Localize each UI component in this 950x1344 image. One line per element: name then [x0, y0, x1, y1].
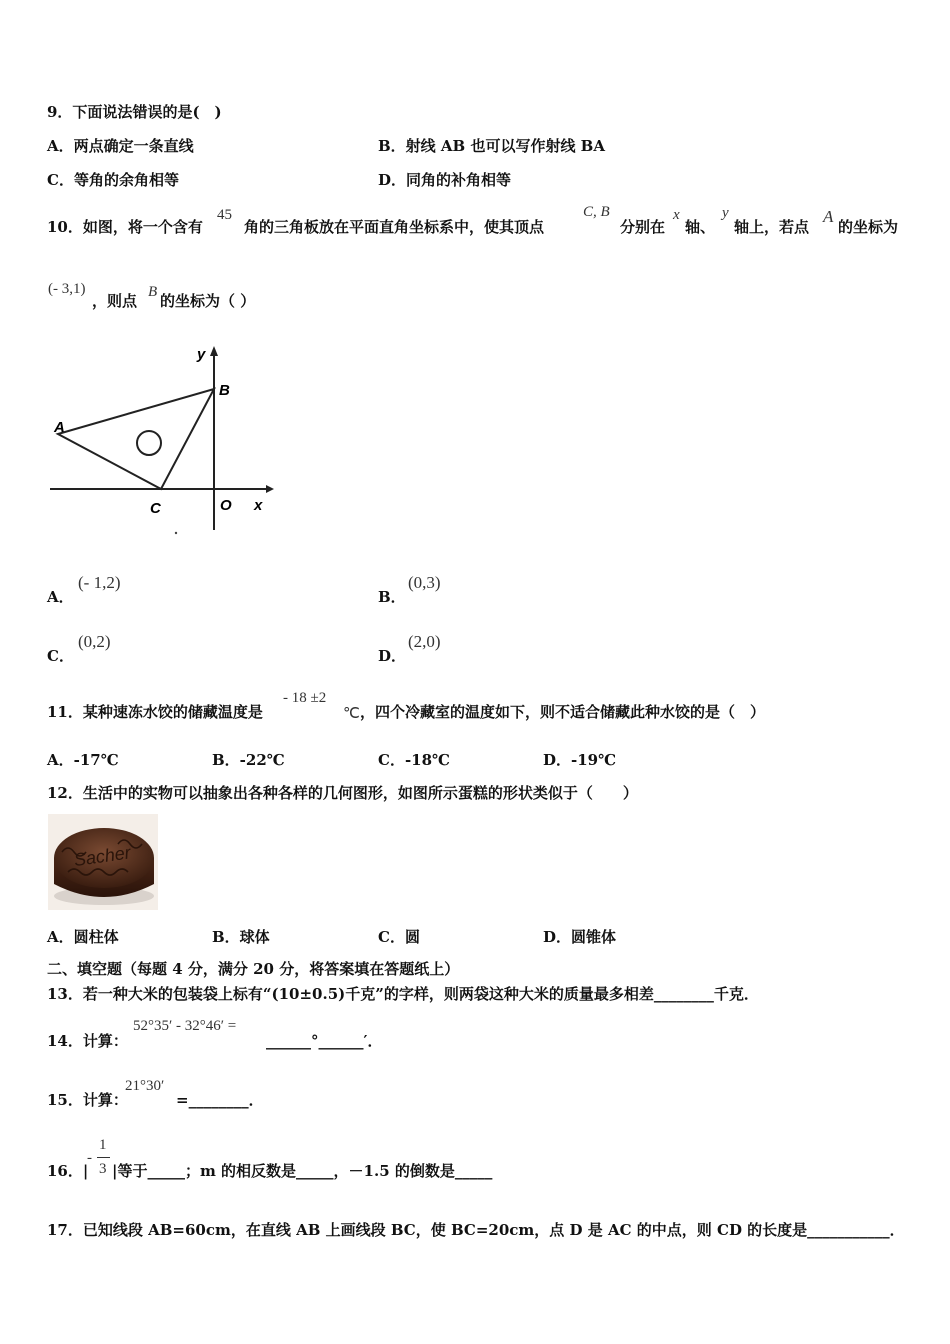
q10-option-c-value: (0,2) [78, 632, 111, 651]
q12-option-d: D．圆锥体 [543, 928, 617, 946]
q11-option-b: B．-22℃ [212, 751, 285, 769]
q10-stem-1: 10．如图，将一个含有 [47, 218, 203, 236]
q10-stem-5: 轴上，若点 [734, 218, 810, 236]
q14-blanks: ______°______′． [266, 1032, 383, 1050]
q10-stem-6: 的坐标为 [838, 218, 899, 236]
q10-stem-2: 角的三角板放在平面直角坐标系中，使其顶点 [244, 218, 545, 236]
q10-option-a-letter: A． [47, 588, 74, 606]
q17-text: 17．已知线段 AB=60cm，在直线 AB 上画线段 BC，使 BC=20cm，点 D 是 AC 的中点，则 CD 的长度是___________． [47, 1221, 905, 1239]
q16-fraction-bar [97, 1157, 110, 1158]
cake-inscription: Sacher [72, 842, 132, 871]
q12-option-c: C．圆 [378, 928, 420, 946]
q12-option-b: B．球体 [212, 928, 270, 946]
q12-stem: 12．生活中的实物可以抽象出各种各样的几何图形，如图所示蛋糕的形状类似于（ ） [47, 784, 638, 802]
q10-option-b-letter: B． [378, 588, 406, 606]
q16-minus: - [87, 1150, 92, 1166]
q10-point-a: A [823, 207, 834, 226]
label-b: B [219, 382, 230, 399]
q13-text: 13．若一种大米的包装袋上标有“(10±0.5)千克”的字样，则两袋这种大米的质量最多相差________千克． [47, 985, 759, 1003]
q10-stem-3: 分别在 [620, 218, 666, 236]
q11-temp: - 18 ±2 [283, 690, 327, 706]
q10-x-axis: x [673, 207, 680, 223]
q9-stem: 9．下面说法错误的是( ) [47, 103, 222, 121]
q15-expression: 21°30′ [125, 1078, 165, 1094]
q10-vertices: C, B [583, 204, 610, 220]
q15-label: 15．计算： [47, 1091, 128, 1109]
q11-stem-2: ，四个冷藏室的温度如下，则不适合储藏此种水饺的是（ ） [360, 703, 766, 721]
q16-denominator: 3 [99, 1161, 107, 1177]
x-axis-arrow [266, 485, 274, 493]
triangle-abc [58, 389, 214, 489]
label-x: x [254, 497, 263, 514]
q9-option-d: D．同角的补角相等 [378, 171, 512, 189]
triangle-hole [137, 431, 161, 455]
q10-option-b-value: (0,3) [408, 573, 441, 592]
q9-option-b: B．射线 AB 也可以写作射线 BA [378, 137, 605, 155]
q10-option-d-letter: D． [378, 647, 407, 665]
q10-stem-7: ，则点 [92, 292, 138, 310]
q11-unit: ℃ [343, 706, 360, 722]
q9-option-c: C．等角的余角相等 [47, 171, 179, 189]
q11-option-d: D．-19℃ [543, 751, 617, 769]
section-2-heading: 二、填空题（每题 4 分，满分 20 分，将答案填在答题纸上） [47, 960, 460, 978]
q16-numerator: 1 [99, 1137, 107, 1153]
y-axis-arrow [210, 346, 218, 356]
label-c: C [150, 500, 161, 517]
label-a: A [54, 419, 65, 436]
q10-angle: 45 [217, 207, 232, 223]
q10-option-c-letter: C． [47, 647, 74, 665]
q10-option-d-value: (2,0) [408, 632, 441, 651]
q14-expression: 52°35′ - 32°46′ = [133, 1018, 237, 1034]
q16-label: 16．| [47, 1162, 89, 1180]
q15-blank: =________． [176, 1091, 264, 1109]
q10-option-a-value: (- 1,2) [78, 573, 121, 592]
q11-stem-1: 11．某种速冻水饺的储藏温度是 [47, 703, 263, 721]
q10-stem-4: 轴、 [685, 218, 716, 236]
q10-coordinate-figure [48, 340, 278, 545]
stray-dot [175, 532, 177, 534]
label-y: y [197, 346, 206, 363]
q16-text: |等于_____；m 的相反数是_____，－1.5 的倒数是_____ [112, 1162, 493, 1180]
q10-point-b: B [148, 284, 158, 300]
q10-stem-8: 的坐标为（ ） [160, 292, 256, 310]
q11-option-a: A．-17℃ [47, 751, 119, 769]
q11-option-c: C．-18℃ [378, 751, 451, 769]
q9-option-a: A．两点确定一条直线 [47, 137, 194, 155]
q10-a-coord: (- 3,1) [48, 281, 86, 297]
label-o: O [220, 497, 232, 514]
q12-cake-image [48, 814, 158, 910]
q12-option-a: A．圆柱体 [47, 928, 119, 946]
q10-y-axis: y [722, 205, 729, 221]
q14-label: 14．计算： [47, 1032, 128, 1050]
